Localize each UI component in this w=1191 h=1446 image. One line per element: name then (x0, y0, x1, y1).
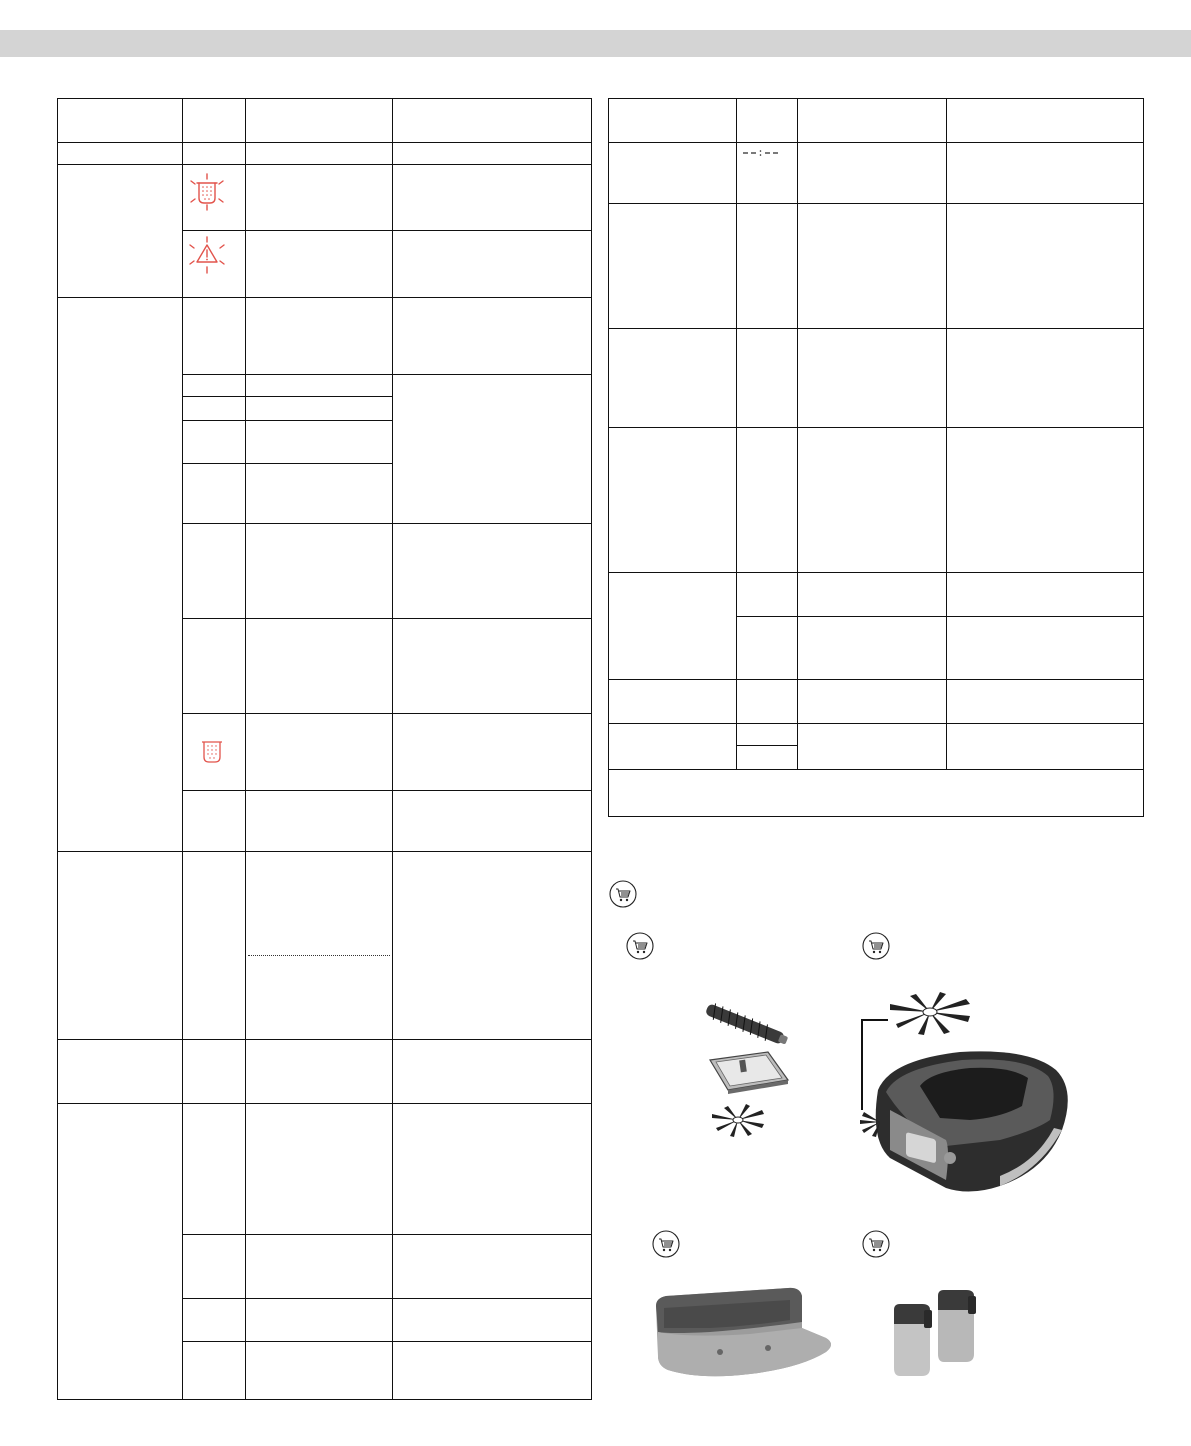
table-cell (57, 1103, 183, 1400)
table-cell (797, 203, 947, 329)
table-cell (946, 572, 1144, 617)
table-cell (182, 1341, 246, 1400)
table-cell (736, 616, 798, 680)
batteries-illustration (886, 1288, 986, 1380)
table-cell (392, 1234, 592, 1299)
table-cell (182, 1298, 246, 1342)
side-brush-detail (890, 992, 970, 1035)
table-cell (182, 1234, 246, 1299)
table-cell (245, 851, 393, 1040)
battery-illustration (894, 1304, 932, 1376)
table-cell (946, 203, 1144, 329)
shopping-cart-icon (652, 1230, 680, 1258)
table-cell (946, 427, 1144, 573)
dotted-divider (248, 955, 390, 956)
table-header-cell (946, 98, 1144, 143)
side-brush-illustration (712, 1104, 764, 1137)
table-cell (608, 572, 737, 680)
table-cell (946, 142, 1144, 204)
table-header-cell (608, 98, 737, 143)
display-dashes-icon (741, 147, 781, 159)
table-cell (57, 1039, 183, 1104)
filter-illustration (710, 1052, 788, 1094)
table-header-cell (736, 98, 798, 143)
battery-illustration (938, 1290, 976, 1362)
table-cell (946, 679, 1144, 724)
shopping-cart-icon (862, 932, 890, 960)
table-cell (736, 679, 798, 724)
table-cell (736, 572, 798, 617)
table-cell (608, 203, 737, 329)
table-cell (608, 679, 737, 724)
shopping-cart-icon (626, 932, 654, 960)
table-cell (946, 328, 1144, 428)
table-cell (736, 427, 798, 573)
table-cell (946, 723, 1144, 770)
accessory-kit-illustration (690, 1000, 800, 1140)
table-cell (392, 851, 592, 1040)
table-cell (245, 1103, 393, 1235)
robot-body (876, 1051, 1068, 1191)
table-cell (392, 1341, 592, 1400)
table-cell (608, 427, 737, 573)
table-cell (57, 851, 183, 1040)
table-cell (797, 427, 947, 573)
table-cell (736, 723, 798, 746)
table-cell (797, 723, 947, 770)
table-cell (392, 1298, 592, 1342)
table-header-cell (797, 98, 947, 143)
table-cell (797, 616, 947, 680)
shopping-cart-icon (862, 1230, 890, 1258)
table-cell (608, 723, 737, 770)
table-footnote-cell (608, 769, 1144, 817)
charging-station-illustration (650, 1282, 840, 1382)
table-cell (392, 1103, 592, 1235)
table-cell (392, 1039, 592, 1104)
shopping-cart-icon (609, 880, 637, 908)
table-cell (608, 328, 737, 428)
table-cell (797, 572, 947, 617)
table-cell (736, 745, 798, 770)
table-cell (182, 1103, 246, 1235)
table-cell (608, 142, 737, 204)
table-cell (797, 142, 947, 204)
table-cell (182, 851, 246, 1040)
table-cell (736, 203, 798, 329)
table-cell (736, 328, 798, 428)
table-cell (245, 1039, 393, 1104)
table-cell (182, 1039, 246, 1104)
table-cell (245, 1298, 393, 1342)
table-cell (946, 616, 1144, 680)
table-cell (797, 679, 947, 724)
table-cell (797, 328, 947, 428)
table-cell (245, 1341, 393, 1400)
table-cell (245, 1234, 393, 1299)
robot-vacuum-illustration (850, 990, 1090, 1205)
brush-roll-illustration (704, 1001, 790, 1048)
